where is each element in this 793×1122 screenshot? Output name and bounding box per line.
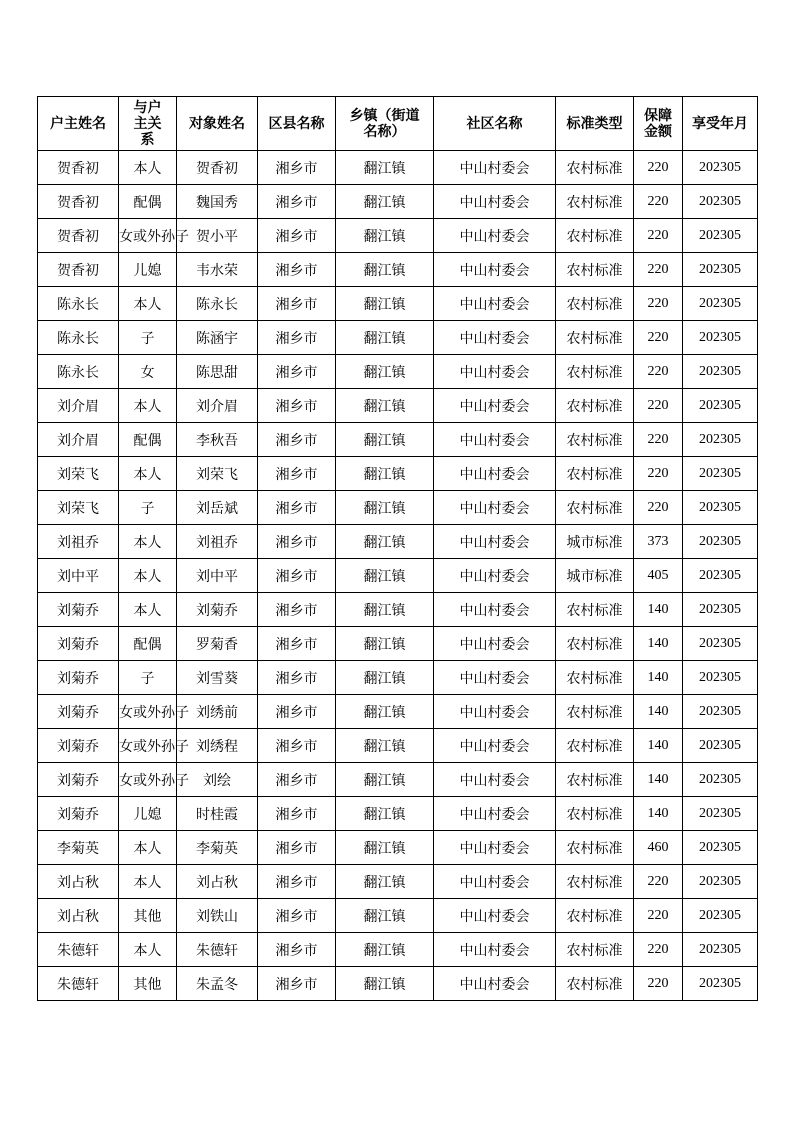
table-row: [38, 151, 758, 185]
relation-cell: 女或外孙子: [119, 763, 177, 797]
table-row: [38, 321, 758, 355]
township-cell: 翻江镇: [336, 729, 434, 763]
relation-cell: 本人: [119, 559, 177, 593]
member-name-cell: 刘铁山: [177, 899, 258, 933]
table-row: [38, 559, 758, 593]
county-cell: 湘乡市: [258, 695, 336, 729]
period-cell: 202305: [683, 695, 758, 729]
member-name-cell: 陈永长: [177, 287, 258, 321]
community-cell: 中山村委会: [434, 661, 556, 695]
head-name-cell: 刘菊乔: [38, 593, 119, 627]
relation-cell: 本人: [119, 287, 177, 321]
relation-cell: 配偶: [119, 423, 177, 457]
period-cell: 202305: [683, 185, 758, 219]
member-name-cell: 李秋吾: [177, 423, 258, 457]
amount-cell: 220: [634, 389, 683, 423]
header-amount: 保障金额: [634, 97, 683, 151]
head-name-cell: 刘祖乔: [38, 525, 119, 559]
community-cell: 中山村委会: [434, 423, 556, 457]
table-row: [38, 491, 758, 525]
county-cell: 湘乡市: [258, 389, 336, 423]
county-cell: 湘乡市: [258, 593, 336, 627]
head-name-cell: 贺香初: [38, 151, 119, 185]
member-name-cell: 刘绘: [177, 763, 258, 797]
period-cell: 202305: [683, 967, 758, 1001]
period-cell: 202305: [683, 661, 758, 695]
member-name-cell: 时桂霞: [177, 797, 258, 831]
county-cell: 湘乡市: [258, 423, 336, 457]
amount-cell: 140: [634, 593, 683, 627]
period-cell: 202305: [683, 219, 758, 253]
relation-cell: 儿媳: [119, 797, 177, 831]
head-name-cell: 贺香初: [38, 185, 119, 219]
table-row: [38, 219, 758, 253]
standard-type-cell: 农村标准: [556, 287, 634, 321]
relation-cell: 配偶: [119, 185, 177, 219]
county-cell: 湘乡市: [258, 763, 336, 797]
table-row: [38, 287, 758, 321]
standard-type-cell: 农村标准: [556, 219, 634, 253]
township-cell: 翻江镇: [336, 627, 434, 661]
relation-cell: 本人: [119, 933, 177, 967]
period-cell: 202305: [683, 491, 758, 525]
amount-cell: 220: [634, 865, 683, 899]
table-row: [38, 831, 758, 865]
standard-type-cell: 农村标准: [556, 423, 634, 457]
county-cell: 湘乡市: [258, 831, 336, 865]
county-cell: 湘乡市: [258, 933, 336, 967]
standard-type-cell: 农村标准: [556, 321, 634, 355]
period-cell: 202305: [683, 457, 758, 491]
county-cell: 湘乡市: [258, 627, 336, 661]
community-cell: 中山村委会: [434, 593, 556, 627]
relation-cell: 子: [119, 491, 177, 525]
amount-cell: 460: [634, 831, 683, 865]
township-cell: 翻江镇: [336, 763, 434, 797]
relation-cell: 本人: [119, 831, 177, 865]
county-cell: 湘乡市: [258, 253, 336, 287]
township-cell: 翻江镇: [336, 389, 434, 423]
county-cell: 湘乡市: [258, 525, 336, 559]
member-name-cell: 刘绣前: [177, 695, 258, 729]
period-cell: 202305: [683, 831, 758, 865]
member-name-cell: 刘占秋: [177, 865, 258, 899]
head-name-cell: 刘菊乔: [38, 763, 119, 797]
standard-type-cell: 农村标准: [556, 797, 634, 831]
member-name-cell: 陈思甜: [177, 355, 258, 389]
township-cell: 翻江镇: [336, 593, 434, 627]
header-standard-type: 标准类型: [556, 97, 634, 151]
amount-cell: 220: [634, 151, 683, 185]
header-community: 社区名称: [434, 97, 556, 151]
period-cell: 202305: [683, 355, 758, 389]
header-relation: 与户主关系: [119, 97, 177, 151]
head-name-cell: 朱德轩: [38, 933, 119, 967]
table-row: [38, 899, 758, 933]
standard-type-cell: 农村标准: [556, 491, 634, 525]
community-cell: 中山村委会: [434, 865, 556, 899]
period-cell: 202305: [683, 899, 758, 933]
member-name-cell: 刘岳斌: [177, 491, 258, 525]
amount-cell: 220: [634, 457, 683, 491]
standard-type-cell: 农村标准: [556, 355, 634, 389]
township-cell: 翻江镇: [336, 253, 434, 287]
relation-cell: 本人: [119, 865, 177, 899]
standard-type-cell: 农村标准: [556, 729, 634, 763]
relation-cell: 子: [119, 321, 177, 355]
head-name-cell: 刘荣飞: [38, 457, 119, 491]
community-cell: 中山村委会: [434, 355, 556, 389]
relation-cell: 女或外孙子: [119, 729, 177, 763]
member-name-cell: 李菊英: [177, 831, 258, 865]
period-cell: 202305: [683, 933, 758, 967]
table-row: [38, 695, 758, 729]
relation-cell: 本人: [119, 457, 177, 491]
head-name-cell: 贺香初: [38, 253, 119, 287]
standard-type-cell: 农村标准: [556, 661, 634, 695]
relation-cell: 女或外孙子: [119, 219, 177, 253]
county-cell: 湘乡市: [258, 797, 336, 831]
community-cell: 中山村委会: [434, 219, 556, 253]
county-cell: 湘乡市: [258, 559, 336, 593]
relation-cell: 本人: [119, 151, 177, 185]
member-name-cell: 刘菊乔: [177, 593, 258, 627]
county-cell: 湘乡市: [258, 151, 336, 185]
county-cell: 湘乡市: [258, 219, 336, 253]
township-cell: 翻江镇: [336, 661, 434, 695]
standard-type-cell: 城市标准: [556, 559, 634, 593]
member-name-cell: 贺小平: [177, 219, 258, 253]
table-row: [38, 423, 758, 457]
member-name-cell: 刘荣飞: [177, 457, 258, 491]
roster-body: [38, 151, 758, 1001]
community-cell: 中山村委会: [434, 899, 556, 933]
head-name-cell: 刘占秋: [38, 865, 119, 899]
head-name-cell: 刘介眉: [38, 389, 119, 423]
township-cell: 翻江镇: [336, 457, 434, 491]
table-row: [38, 933, 758, 967]
relation-cell: 本人: [119, 389, 177, 423]
amount-cell: 220: [634, 253, 683, 287]
community-cell: 中山村委会: [434, 389, 556, 423]
standard-type-cell: 农村标准: [556, 865, 634, 899]
relation-cell: 其他: [119, 899, 177, 933]
amount-cell: 140: [634, 661, 683, 695]
standard-type-cell: 农村标准: [556, 151, 634, 185]
period-cell: 202305: [683, 253, 758, 287]
standard-type-cell: 农村标准: [556, 457, 634, 491]
member-name-cell: 刘雪葵: [177, 661, 258, 695]
township-cell: 翻江镇: [336, 831, 434, 865]
standard-type-cell: 农村标准: [556, 967, 634, 1001]
period-cell: 202305: [683, 287, 758, 321]
head-name-cell: 刘中平: [38, 559, 119, 593]
standard-type-cell: 农村标准: [556, 899, 634, 933]
head-name-cell: 刘菊乔: [38, 661, 119, 695]
amount-cell: 405: [634, 559, 683, 593]
amount-cell: 220: [634, 185, 683, 219]
community-cell: 中山村委会: [434, 287, 556, 321]
amount-cell: 140: [634, 729, 683, 763]
head-name-cell: 陈永长: [38, 355, 119, 389]
head-name-cell: 刘菊乔: [38, 729, 119, 763]
period-cell: 202305: [683, 321, 758, 355]
table-row: [38, 967, 758, 1001]
community-cell: 中山村委会: [434, 627, 556, 661]
community-cell: 中山村委会: [434, 831, 556, 865]
county-cell: 湘乡市: [258, 355, 336, 389]
county-cell: 湘乡市: [258, 899, 336, 933]
township-cell: 翻江镇: [336, 933, 434, 967]
member-name-cell: 刘中平: [177, 559, 258, 593]
amount-cell: 140: [634, 627, 683, 661]
table-row: [38, 729, 758, 763]
township-cell: 翻江镇: [336, 695, 434, 729]
township-cell: 翻江镇: [336, 151, 434, 185]
member-name-cell: 刘介眉: [177, 389, 258, 423]
period-cell: 202305: [683, 797, 758, 831]
header-head-name: 户主姓名: [38, 97, 119, 151]
standard-type-cell: 城市标准: [556, 525, 634, 559]
township-cell: 翻江镇: [336, 967, 434, 1001]
standard-type-cell: 农村标准: [556, 593, 634, 627]
table-row: [38, 457, 758, 491]
township-cell: 翻江镇: [336, 559, 434, 593]
period-cell: 202305: [683, 763, 758, 797]
standard-type-cell: 农村标准: [556, 389, 634, 423]
table-row: [38, 627, 758, 661]
header-township: 乡镇（街道名称）: [336, 97, 434, 151]
head-name-cell: 朱德轩: [38, 967, 119, 1001]
head-name-cell: 贺香初: [38, 219, 119, 253]
community-cell: 中山村委会: [434, 763, 556, 797]
community-cell: 中山村委会: [434, 253, 556, 287]
township-cell: 翻江镇: [336, 865, 434, 899]
standard-type-cell: 农村标准: [556, 695, 634, 729]
period-cell: 202305: [683, 559, 758, 593]
county-cell: 湘乡市: [258, 967, 336, 1001]
head-name-cell: 刘菊乔: [38, 695, 119, 729]
relation-cell: 子: [119, 661, 177, 695]
amount-cell: 220: [634, 899, 683, 933]
relation-cell: 本人: [119, 525, 177, 559]
member-name-cell: 魏国秀: [177, 185, 258, 219]
township-cell: 翻江镇: [336, 355, 434, 389]
table-row: [38, 253, 758, 287]
township-cell: 翻江镇: [336, 525, 434, 559]
amount-cell: 140: [634, 695, 683, 729]
header-row: [38, 97, 758, 151]
amount-cell: 140: [634, 797, 683, 831]
table-row: [38, 865, 758, 899]
amount-cell: 140: [634, 763, 683, 797]
header-county: 区县名称: [258, 97, 336, 151]
member-name-cell: 朱孟冬: [177, 967, 258, 1001]
township-cell: 翻江镇: [336, 423, 434, 457]
relation-cell: 配偶: [119, 627, 177, 661]
community-cell: 中山村委会: [434, 797, 556, 831]
member-name-cell: 刘祖乔: [177, 525, 258, 559]
county-cell: 湘乡市: [258, 287, 336, 321]
amount-cell: 220: [634, 321, 683, 355]
community-cell: 中山村委会: [434, 695, 556, 729]
member-name-cell: 朱德轩: [177, 933, 258, 967]
community-cell: 中山村委会: [434, 321, 556, 355]
county-cell: 湘乡市: [258, 321, 336, 355]
head-name-cell: 刘占秋: [38, 899, 119, 933]
relation-cell: 儿媳: [119, 253, 177, 287]
community-cell: 中山村委会: [434, 967, 556, 1001]
community-cell: 中山村委会: [434, 491, 556, 525]
community-cell: 中山村委会: [434, 185, 556, 219]
community-cell: 中山村委会: [434, 525, 556, 559]
member-name-cell: 贺香初: [177, 151, 258, 185]
community-cell: 中山村委会: [434, 729, 556, 763]
county-cell: 湘乡市: [258, 729, 336, 763]
head-name-cell: 刘菊乔: [38, 627, 119, 661]
period-cell: 202305: [683, 525, 758, 559]
township-cell: 翻江镇: [336, 899, 434, 933]
amount-cell: 220: [634, 491, 683, 525]
head-name-cell: 刘介眉: [38, 423, 119, 457]
township-cell: 翻江镇: [336, 185, 434, 219]
standard-type-cell: 农村标准: [556, 253, 634, 287]
head-name-cell: 刘菊乔: [38, 797, 119, 831]
community-cell: 中山村委会: [434, 457, 556, 491]
head-name-cell: 陈永长: [38, 287, 119, 321]
township-cell: 翻江镇: [336, 287, 434, 321]
standard-type-cell: 农村标准: [556, 933, 634, 967]
period-cell: 202305: [683, 865, 758, 899]
table-row: [38, 593, 758, 627]
amount-cell: 220: [634, 423, 683, 457]
amount-cell: 220: [634, 967, 683, 1001]
header-period: 享受年月: [683, 97, 758, 151]
head-name-cell: 刘荣飞: [38, 491, 119, 525]
community-cell: 中山村委会: [434, 559, 556, 593]
standard-type-cell: 农村标准: [556, 185, 634, 219]
county-cell: 湘乡市: [258, 661, 336, 695]
amount-cell: 220: [634, 355, 683, 389]
amount-cell: 220: [634, 219, 683, 253]
member-name-cell: 罗菊香: [177, 627, 258, 661]
township-cell: 翻江镇: [336, 797, 434, 831]
county-cell: 湘乡市: [258, 865, 336, 899]
relation-cell: 其他: [119, 967, 177, 1001]
county-cell: 湘乡市: [258, 491, 336, 525]
table-row: [38, 389, 758, 423]
township-cell: 翻江镇: [336, 321, 434, 355]
period-cell: 202305: [683, 729, 758, 763]
relation-cell: 女或外孙子: [119, 695, 177, 729]
relation-cell: 本人: [119, 593, 177, 627]
standard-type-cell: 农村标准: [556, 627, 634, 661]
county-cell: 湘乡市: [258, 185, 336, 219]
head-name-cell: 陈永长: [38, 321, 119, 355]
period-cell: 202305: [683, 389, 758, 423]
standard-type-cell: 农村标准: [556, 763, 634, 797]
standard-type-cell: 农村标准: [556, 831, 634, 865]
relation-cell: 女: [119, 355, 177, 389]
table-row: [38, 797, 758, 831]
amount-cell: 220: [634, 933, 683, 967]
assistance-roster-table: [37, 96, 758, 1001]
header-member-name: 对象姓名: [177, 97, 258, 151]
member-name-cell: 韦水荣: [177, 253, 258, 287]
table-row: [38, 763, 758, 797]
table-row: [38, 355, 758, 389]
township-cell: 翻江镇: [336, 219, 434, 253]
period-cell: 202305: [683, 423, 758, 457]
table-row: [38, 185, 758, 219]
period-cell: 202305: [683, 593, 758, 627]
member-name-cell: 陈涵宇: [177, 321, 258, 355]
community-cell: 中山村委会: [434, 151, 556, 185]
table-row: [38, 661, 758, 695]
amount-cell: 220: [634, 287, 683, 321]
amount-cell: 373: [634, 525, 683, 559]
township-cell: 翻江镇: [336, 491, 434, 525]
period-cell: 202305: [683, 627, 758, 661]
community-cell: 中山村委会: [434, 933, 556, 967]
table-row: [38, 525, 758, 559]
member-name-cell: 刘绣程: [177, 729, 258, 763]
head-name-cell: 李菊英: [38, 831, 119, 865]
period-cell: 202305: [683, 151, 758, 185]
county-cell: 湘乡市: [258, 457, 336, 491]
